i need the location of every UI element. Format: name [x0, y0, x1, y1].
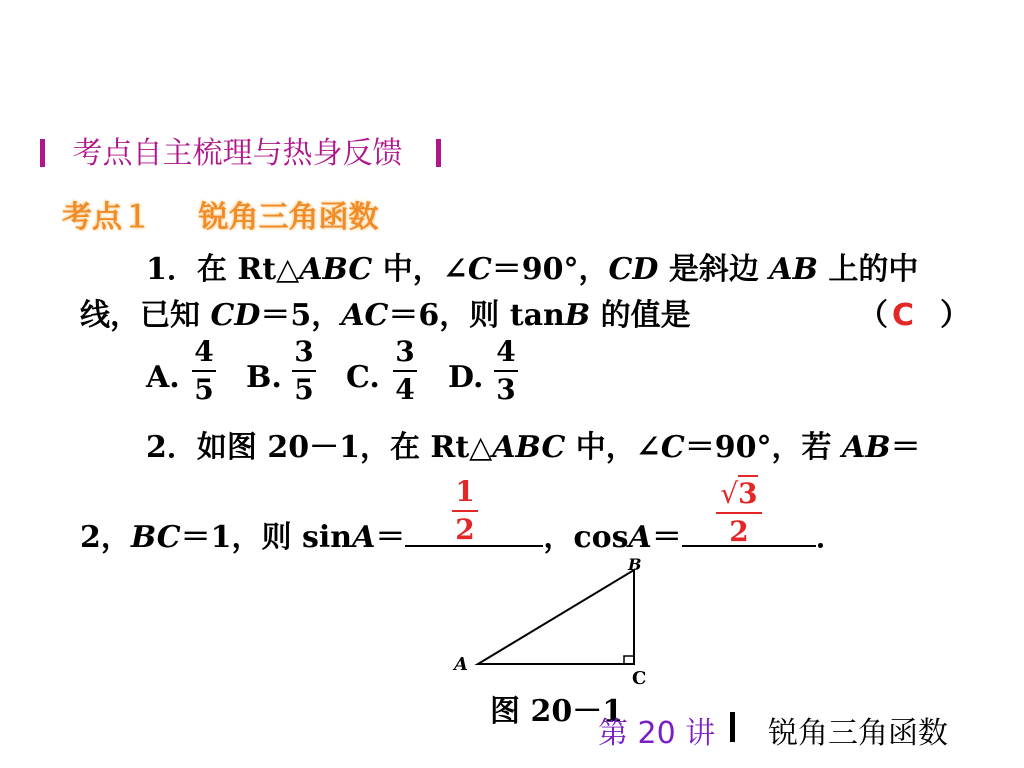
q2-var: AB — [842, 430, 891, 465]
q1-option-d-fraction — [494, 336, 518, 406]
fraction-bar — [494, 370, 518, 372]
q2-var: BC — [130, 520, 181, 555]
q2-var: C — [660, 430, 685, 465]
vertex-label-c: C — [632, 668, 647, 689]
q1-answer: C — [892, 298, 915, 333]
q1-option-c-label: C. — [346, 360, 380, 395]
sin-answer-blank — [405, 539, 543, 547]
fraction-denominator: 2 — [729, 515, 749, 548]
q1-var: C — [467, 252, 492, 287]
fraction-bar — [393, 370, 417, 372]
triangle-figure — [448, 550, 658, 690]
triangle-shape — [478, 570, 634, 664]
right-angle-marker — [624, 656, 634, 664]
topic-title: 锐角三角函数 — [198, 200, 379, 235]
footer-lecture: 第 20 讲 — [598, 716, 716, 751]
q1-line2 — [80, 290, 691, 334]
figure-caption: 图 20－1 — [490, 694, 624, 729]
q1-var: B — [564, 298, 591, 333]
q1-text: 是斜边 — [658, 252, 770, 287]
vertex-label-a: A — [454, 654, 468, 675]
q1-text: 线，已知 — [80, 298, 211, 333]
radicand: 3 — [738, 477, 758, 510]
q1-option-c-fraction — [393, 336, 417, 406]
q2-text: ＝90°，若 — [684, 430, 843, 465]
q1-option-a-fraction — [192, 336, 216, 406]
fraction-bar — [192, 370, 216, 372]
q1-text: ＝6，则 tan — [388, 298, 565, 333]
q1-option-b-fraction — [292, 336, 316, 406]
q1-text: ＝5， — [260, 298, 342, 333]
q2-text: ＝ — [651, 520, 682, 555]
q1-var: AB — [769, 252, 818, 287]
fraction-numerator: 4 — [194, 335, 214, 368]
vertex-label-b: B — [628, 555, 642, 574]
topic-label: 考点１ — [62, 200, 152, 235]
fraction-numerator — [716, 478, 762, 510]
q1-option-d-label: D. — [448, 360, 484, 395]
q1-var: CD — [608, 252, 659, 287]
q1-option-a-label: A. — [146, 360, 180, 395]
fraction-numerator: 4 — [496, 335, 516, 368]
fraction-numerator: 3 — [395, 335, 415, 368]
header-left-bar — [40, 139, 45, 167]
q2-var: ABC — [492, 430, 566, 465]
q2-number: 2 — [146, 430, 167, 465]
cos-answer-blank — [682, 539, 816, 547]
header-title: 考点自主梳理与热身反馈 — [72, 136, 403, 171]
q2-text: 如图 20－1，在 Rt△ — [196, 430, 493, 465]
section-header — [40, 128, 441, 172]
q2-text: ＝1，则 sin — [180, 520, 353, 555]
fraction-denominator: 3 — [496, 373, 516, 406]
fraction-denominator: 2 — [455, 513, 475, 546]
footer-divider — [730, 712, 735, 742]
fraction-denominator: 4 — [395, 373, 415, 406]
q1-var: AC — [341, 298, 389, 333]
q2-line1: 2．如图 20－1，在 Rt△ABC 中，∠C＝90°，若 AB＝ — [146, 430, 921, 465]
q1-text: ＝90°， — [491, 252, 609, 287]
q1-text: 中，∠ — [372, 252, 468, 287]
q2-text: ＝ — [375, 520, 406, 555]
q2-text: ． — [815, 520, 846, 555]
q1-paren-close: ） — [940, 298, 970, 333]
q1-line1: 1．在 Rt△ABC 中，∠C＝90°，CD 是斜边 AB 上的中 — [146, 252, 919, 287]
fraction-denominator: 5 — [294, 373, 314, 406]
q1-text: 的值是 — [590, 298, 691, 333]
q1-var: ABC — [299, 252, 373, 287]
topic-heading — [62, 192, 378, 236]
q2-var: A — [352, 520, 376, 555]
q2-text: 2， — [80, 520, 131, 555]
q1-number: 1 — [146, 252, 167, 287]
q1-option-b-label: B. — [246, 360, 282, 395]
q2-text: 中，∠ — [565, 430, 661, 465]
q1-paren-open: （ — [858, 298, 888, 333]
fraction-numerator: 1 — [455, 475, 475, 508]
header-right-bar — [436, 139, 441, 167]
q1-text: 上的中 — [817, 252, 919, 287]
fraction-numerator: 3 — [294, 335, 314, 368]
fraction-bar — [292, 370, 316, 372]
q2-text: ，cos — [543, 520, 629, 555]
q2-text: ＝ — [890, 430, 921, 465]
q2-var: A — [628, 520, 652, 555]
q1-text: 在 Rt△ — [196, 252, 300, 287]
q1-var: CD — [210, 298, 261, 333]
sqrt-sign-icon: √ — [720, 477, 739, 510]
fraction-denominator: 5 — [194, 373, 214, 406]
footer-title: 锐角三角函数 — [768, 716, 948, 751]
